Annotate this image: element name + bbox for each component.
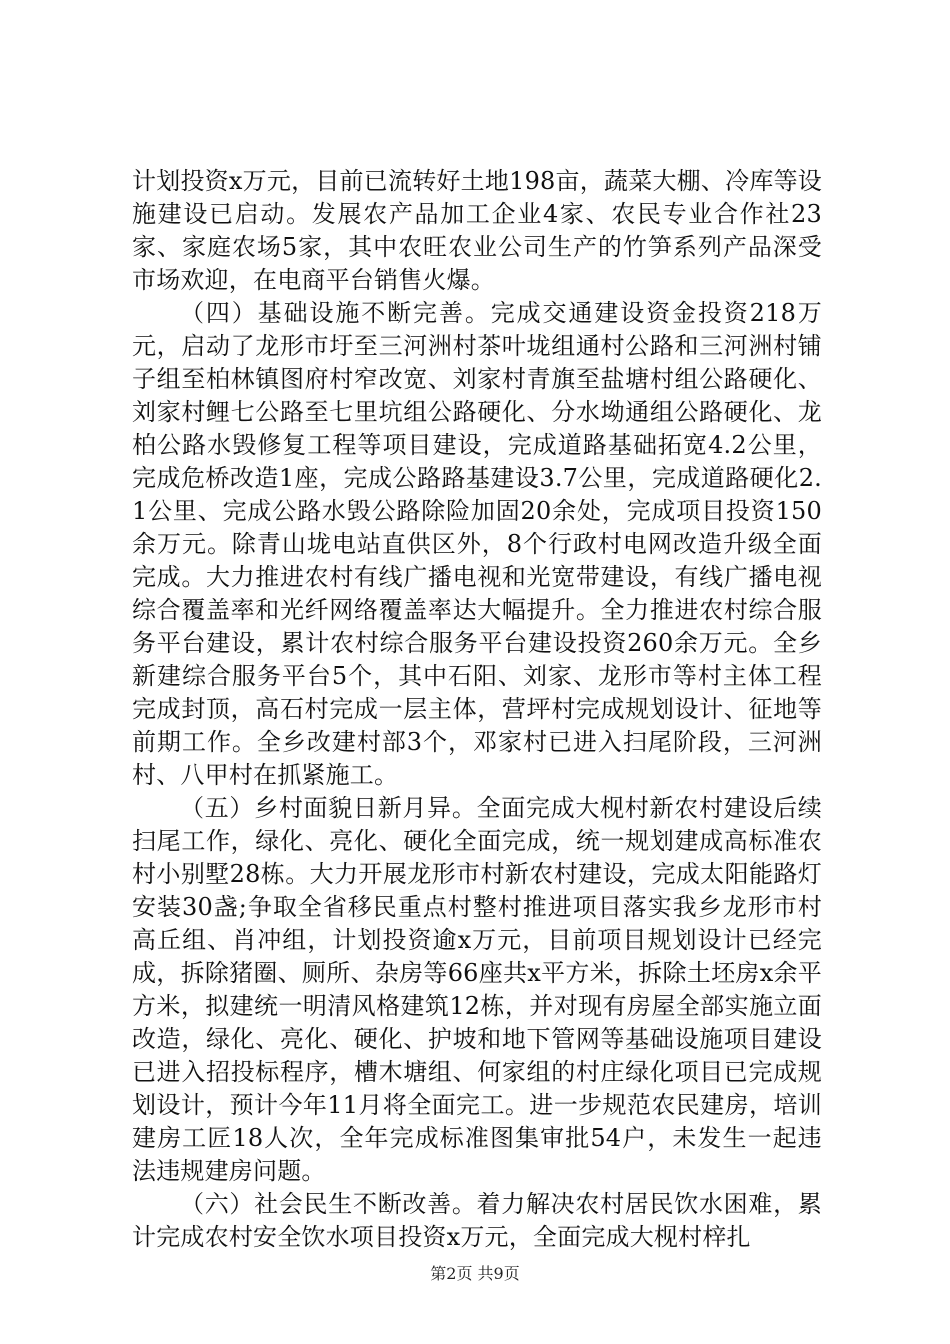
- paragraph-village-appearance: （五）乡村面貌日新月异。全面完成大枧村新农村建设后续扫尾工作，绿化、亮化、硬化全面完成，统一规划建成高标准农村小别墅28栋。大力开展龙形市村新农村建设，完成太阳能路灯安装30盏;争取全省移民重点村整村推进项目落实我乡龙形市村高丘组、肖冲组，计划投资逾x万元，目前项目规划设计已经完成，拆除猪圈、厕所、杂房等66座共x平方米，拆除土坯房x余平方米，拟建统一明清风格建筑12栋，并对现有房屋全部实施立面改造，绿化、亮化、硬化、护坡和地下管网等基础设施项目建设已进入招投标程序，槽木塘组、何家组的村庄绿化项目已完成规划设计，预计今年11月将全面完工。进一步规范农民建房，培训建房工匠18人次，全年完成标准图集审批54户，未发生一起违法违规建房问题。: [132, 794, 822, 1185]
- paragraph-continuation: 计划投资x万元，目前已流转好土地198亩，蔬菜大棚、冷库等设施建设已启动。发展农产品加工企业4家、农民专业合作社23家、家庭农场5家，其中农旺农业公司生产的竹笋系列产品深受市场欢迎，在电商平台销售火爆。: [132, 167, 822, 294]
- document-body: [132, 165, 822, 1254]
- paragraph-social-livelihood: （六）社会民生不断改善。着力解决农村居民饮水困难，累计完成农村安全饮水项目投资x万元，全面完成大枧村梓扎: [132, 1190, 822, 1251]
- paragraph-infrastructure: （四）基础设施不断完善。完成交通建设资金投资218万元，启动了龙形市圩至三河洲村茶叶垅组通村公路和三河洲村铺子组至柏林镇图府村窄改宽、刘家村青旗至盐塘村组公路硬化、刘家村鲤七公路至七里坑组公路硬化、分水坳通组公路硬化、龙柏公路水毁修复工程等项目建设，完成道路基础拓宽4.2公里，完成危桥改造1座，完成公路路基建设3.7公里，完成道路硬化2.1公里、完成公路水毁公路除险加固20余处，完成项目投资150余万元。除青山垅电站直供区外，8个行政村电网改造升级全面完成。大力推进农村有线广播电视和光宽带建设，有线广播电视综合覆盖率和光纤网络覆盖率达大幅提升。全力推进农村综合服务平台建设，累计农村综合服务平台建设投资260余万元。全乡新建综合服务平台5个，其中石阳、刘家、龙形市等村主体工程完成封顶，高石村完成一层主体，营坪村完成规划设计、征地等前期工作。全乡改建村部3个，邓家村已进入扫尾阶段，三河洲村、八甲村在抓紧施工。: [132, 299, 822, 789]
- page-footer: 第2页 共9页: [430, 1264, 520, 1283]
